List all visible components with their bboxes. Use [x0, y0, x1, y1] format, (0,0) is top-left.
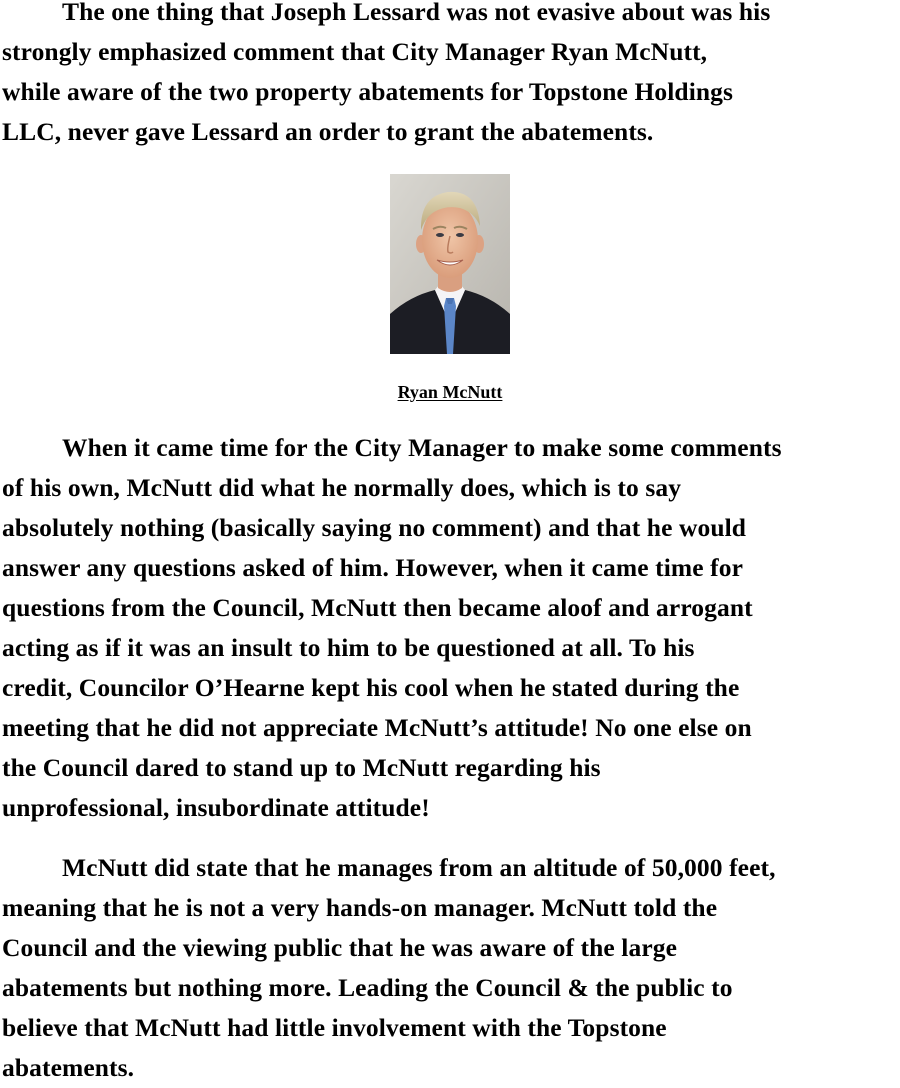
text-line: credit, Councilor O’Hearne kept his cool when he stated during the [2, 673, 740, 702]
text-line: answer any questions asked of him. However, when it came time for [2, 553, 744, 582]
text-line: of his own, McNutt did what he normally does, which is to say [2, 473, 682, 502]
text-line: When it came time for the City Manager to make some comments [62, 433, 782, 462]
photo-caption: Ryan McNutt [397, 382, 503, 402]
text-line: abatements but nothing more. Leading the Council & the public to [2, 973, 733, 1002]
text-line: absolutely nothing (basically saying no comment) and that he would [2, 513, 747, 542]
paragraph-city-manager-comments [2, 428, 898, 828]
text-line: meaning that he is not a very hands-on manager. McNutt told the [2, 893, 718, 922]
paragraph-lessard [2, 0, 898, 152]
text-line: while aware of the two property abatements for Topstone Holdings [2, 77, 734, 106]
text-line: The one thing that Joseph Lessard was not evasive about was his [62, 0, 771, 26]
text-line: Council and the viewing public that he was aware of the large [2, 933, 678, 962]
text-line: meeting that he did not appreciate McNutt’s attitude! No one else on [2, 713, 752, 742]
portrait-image [390, 174, 510, 354]
portrait-photo [390, 174, 510, 354]
text-line: unprofessional, insubordinate attitude! [2, 793, 430, 822]
text-line: believe that McNutt had little involvement with the Topstone [2, 1013, 667, 1042]
text-line: McNutt did state that he manages from an altitude of 50,000 feet, [62, 853, 776, 882]
paragraph-altitude [2, 848, 898, 1088]
text-line: strongly emphasized comment that City Manager Ryan McNutt, [2, 37, 708, 66]
text-line: acting as if it was an insult to him to be questioned at all. To his [2, 633, 695, 662]
text-line: LLC, never gave Lessard an order to grant the abatements. [2, 117, 654, 146]
text-line: the Council dared to stand up to McNutt regarding his [2, 753, 601, 782]
text-line: questions from the Council, McNutt then became aloof and arrogant [2, 593, 753, 622]
text-line: abatements. [2, 1053, 135, 1082]
